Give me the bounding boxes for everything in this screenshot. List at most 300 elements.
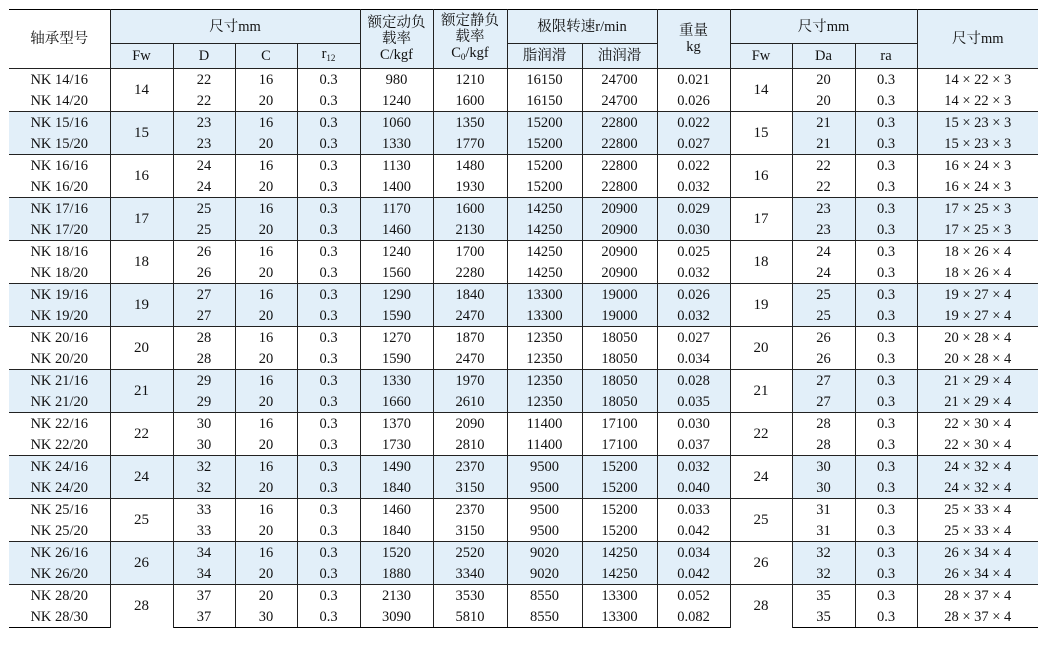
cell-size: 17 × 25 × 3 <box>917 198 1038 220</box>
cell-c: 16 <box>235 284 297 306</box>
cell-stat: 1930 <box>433 176 507 198</box>
cell-grease: 9500 <box>507 477 582 499</box>
cell-ra: 0.3 <box>855 606 917 628</box>
cell-grease: 9500 <box>507 520 582 542</box>
cell-grease: 8550 <box>507 585 582 607</box>
cell-d: 27 <box>173 305 235 327</box>
cell-grease: 11400 <box>507 434 582 456</box>
cell-d: 25 <box>173 219 235 241</box>
cell-d: 24 <box>173 176 235 198</box>
cell-model: NK 19/16 <box>9 284 110 306</box>
cell-d: 37 <box>173 606 235 628</box>
header-dynamic-load-line1: 额定动负 <box>367 15 426 31</box>
cell-dyn: 1460 <box>360 219 433 241</box>
cell-stat: 1480 <box>433 155 507 177</box>
cell-stat: 3150 <box>433 520 507 542</box>
cell-fw: 14 <box>110 69 173 112</box>
table-row <box>9 112 1038 134</box>
cell-stat: 5810 <box>433 606 507 628</box>
cell-c: 16 <box>235 542 297 564</box>
cell-oil: 18050 <box>582 327 657 349</box>
cell-dyn: 1520 <box>360 542 433 564</box>
table-row <box>9 456 1038 478</box>
cell-ra: 0.3 <box>855 370 917 392</box>
cell-fw: 15 <box>110 112 173 155</box>
cell-weight: 0.037 <box>657 434 730 456</box>
table-row <box>9 69 1038 91</box>
cell-c: 20 <box>235 262 297 284</box>
cell-stat: 1600 <box>433 198 507 220</box>
cell-da: 25 <box>792 305 855 327</box>
cell-c: 20 <box>235 520 297 542</box>
header-dynamic-load <box>360 10 433 69</box>
cell-ra: 0.3 <box>855 241 917 263</box>
cell-d: 33 <box>173 499 235 521</box>
cell-oil: 19000 <box>582 305 657 327</box>
cell-c: 16 <box>235 413 297 435</box>
cell-dyn: 980 <box>360 69 433 91</box>
cell-r: 0.3 <box>297 542 360 564</box>
cell-grease: 9020 <box>507 542 582 564</box>
cell-weight: 0.029 <box>657 198 730 220</box>
header-weight-line1: 重量 <box>679 23 708 39</box>
cell-dyn: 1590 <box>360 305 433 327</box>
cell-c: 20 <box>235 90 297 112</box>
header-fw: Fw <box>110 44 173 69</box>
cell-da: 27 <box>792 370 855 392</box>
cell-da: 35 <box>792 585 855 607</box>
cell-model: NK 22/20 <box>9 434 110 456</box>
cell-grease: 15200 <box>507 133 582 155</box>
cell-c: 20 <box>235 176 297 198</box>
cell-r: 0.3 <box>297 606 360 628</box>
cell-c: 16 <box>235 456 297 478</box>
cell-ra: 0.3 <box>855 69 917 91</box>
cell-da: 28 <box>792 413 855 435</box>
cell-da: 20 <box>792 69 855 91</box>
cell-size: 15 × 23 × 3 <box>917 112 1038 134</box>
cell-d: 37 <box>173 585 235 607</box>
table-row <box>9 241 1038 263</box>
cell-da: 32 <box>792 542 855 564</box>
cell-stat: 2810 <box>433 434 507 456</box>
cell-grease: 15200 <box>507 155 582 177</box>
cell-grease: 12350 <box>507 327 582 349</box>
cell-stat: 1840 <box>433 284 507 306</box>
header-speed: 极限转速r/min <box>507 10 657 44</box>
cell-r: 0.3 <box>297 520 360 542</box>
cell-size: 25 × 33 × 4 <box>917 520 1038 542</box>
cell-r: 0.3 <box>297 413 360 435</box>
cell-d: 34 <box>173 542 235 564</box>
cell-r: 0.3 <box>297 155 360 177</box>
cell-oil: 14250 <box>582 563 657 585</box>
cell-r: 0.3 <box>297 133 360 155</box>
cell-c: 20 <box>235 305 297 327</box>
cell-ra: 0.3 <box>855 585 917 607</box>
header-dims-mid: 尺寸mm <box>730 10 917 44</box>
cell-oil: 14250 <box>582 542 657 564</box>
cell-grease: 14250 <box>507 198 582 220</box>
cell-weight: 0.042 <box>657 520 730 542</box>
cell-model: NK 22/16 <box>9 413 110 435</box>
cell-weight: 0.030 <box>657 413 730 435</box>
cell-r: 0.3 <box>297 198 360 220</box>
cell-weight: 0.030 <box>657 219 730 241</box>
header-static-unit: /kgf <box>465 45 489 61</box>
cell-size: 20 × 28 × 4 <box>917 327 1038 349</box>
cell-stat: 1970 <box>433 370 507 392</box>
cell-r: 0.3 <box>297 241 360 263</box>
cell-d: 26 <box>173 262 235 284</box>
cell-c: 20 <box>235 477 297 499</box>
cell-size: 18 × 26 × 4 <box>917 241 1038 263</box>
header-dims-right: 尺寸mm <box>917 10 1038 69</box>
cell-stat: 1600 <box>433 90 507 112</box>
cell-grease: 9500 <box>507 456 582 478</box>
cell-size: 28 × 37 × 4 <box>917 585 1038 607</box>
cell-dyn: 1460 <box>360 499 433 521</box>
cell-ra: 0.3 <box>855 90 917 112</box>
cell-grease: 8550 <box>507 606 582 628</box>
header-dims-left: 尺寸mm <box>110 10 360 44</box>
header-row-2 <box>9 44 1038 69</box>
cell-da: 21 <box>792 112 855 134</box>
cell-grease: 13300 <box>507 305 582 327</box>
cell-oil: 17100 <box>582 434 657 456</box>
cell-ra: 0.3 <box>855 520 917 542</box>
cell-size: 22 × 30 × 4 <box>917 434 1038 456</box>
cell-grease: 16150 <box>507 69 582 91</box>
cell-ra: 0.3 <box>855 542 917 564</box>
cell-r: 0.3 <box>297 262 360 284</box>
cell-da: 31 <box>792 499 855 521</box>
cell-stat: 3340 <box>433 563 507 585</box>
header-row-1 <box>9 10 1038 44</box>
cell-r: 0.3 <box>297 563 360 585</box>
cell-dyn: 1270 <box>360 327 433 349</box>
cell-oil: 13300 <box>582 585 657 607</box>
cell-r: 0.3 <box>297 327 360 349</box>
table-row <box>9 542 1038 564</box>
cell-oil: 19000 <box>582 284 657 306</box>
cell-dyn: 1330 <box>360 370 433 392</box>
cell-da: 22 <box>792 155 855 177</box>
cell-r: 0.3 <box>297 69 360 91</box>
cell-c: 20 <box>235 434 297 456</box>
cell-ra: 0.3 <box>855 327 917 349</box>
cell-fw: 18 <box>110 241 173 284</box>
cell-d: 22 <box>173 90 235 112</box>
cell-model: NK 25/20 <box>9 520 110 542</box>
cell-r: 0.3 <box>297 112 360 134</box>
cell-fw2: 28 <box>730 585 792 628</box>
cell-da: 35 <box>792 606 855 628</box>
cell-oil: 20900 <box>582 219 657 241</box>
header-static-load-line1: 额定静负 <box>441 13 499 29</box>
cell-r: 0.3 <box>297 456 360 478</box>
cell-r: 0.3 <box>297 284 360 306</box>
cell-size: 15 × 23 × 3 <box>917 133 1038 155</box>
cell-da: 26 <box>792 348 855 370</box>
cell-model: NK 24/20 <box>9 477 110 499</box>
cell-dyn: 1840 <box>360 477 433 499</box>
cell-da: 20 <box>792 90 855 112</box>
cell-size: 21 × 29 × 4 <box>917 391 1038 413</box>
cell-oil: 15200 <box>582 520 657 542</box>
cell-grease: 14250 <box>507 219 582 241</box>
cell-dyn: 1130 <box>360 155 433 177</box>
cell-da: 24 <box>792 241 855 263</box>
cell-fw: 17 <box>110 198 173 241</box>
cell-d: 30 <box>173 434 235 456</box>
cell-dyn: 1560 <box>360 262 433 284</box>
cell-weight: 0.032 <box>657 456 730 478</box>
cell-weight: 0.032 <box>657 176 730 198</box>
table-row <box>9 327 1038 349</box>
cell-d: 34 <box>173 563 235 585</box>
header-da: Da <box>792 44 855 69</box>
cell-model: NK 21/16 <box>9 370 110 392</box>
cell-weight: 0.042 <box>657 563 730 585</box>
header-r <box>297 44 360 69</box>
cell-fw: 22 <box>110 413 173 456</box>
cell-model: NK 17/16 <box>9 198 110 220</box>
cell-grease: 11400 <box>507 413 582 435</box>
cell-ra: 0.3 <box>855 284 917 306</box>
cell-size: 14 × 22 × 3 <box>917 90 1038 112</box>
bearing-spec-table-container <box>9 9 1038 628</box>
cell-ra: 0.3 <box>855 348 917 370</box>
cell-fw2: 14 <box>730 69 792 112</box>
cell-fw: 24 <box>110 456 173 499</box>
cell-oil: 20900 <box>582 262 657 284</box>
cell-ra: 0.3 <box>855 391 917 413</box>
cell-model: NK 20/16 <box>9 327 110 349</box>
cell-da: 32 <box>792 563 855 585</box>
cell-dyn: 1370 <box>360 413 433 435</box>
cell-d: 30 <box>173 413 235 435</box>
cell-fw2: 20 <box>730 327 792 370</box>
cell-stat: 3530 <box>433 585 507 607</box>
header-r-letter: r <box>321 46 327 62</box>
cell-size: 22 × 30 × 4 <box>917 413 1038 435</box>
header-static-load <box>433 10 507 69</box>
cell-c: 16 <box>235 370 297 392</box>
cell-r: 0.3 <box>297 391 360 413</box>
cell-grease: 15200 <box>507 112 582 134</box>
cell-stat: 1700 <box>433 241 507 263</box>
cell-size: 14 × 22 × 3 <box>917 69 1038 91</box>
cell-oil: 22800 <box>582 176 657 198</box>
cell-c: 16 <box>235 241 297 263</box>
cell-ra: 0.3 <box>855 434 917 456</box>
cell-c: 16 <box>235 499 297 521</box>
cell-da: 27 <box>792 391 855 413</box>
cell-model: NK 26/16 <box>9 542 110 564</box>
cell-size: 17 × 25 × 3 <box>917 219 1038 241</box>
cell-r: 0.3 <box>297 370 360 392</box>
cell-model: NK 26/20 <box>9 563 110 585</box>
cell-fw: 26 <box>110 542 173 585</box>
cell-model: NK 25/16 <box>9 499 110 521</box>
cell-weight: 0.026 <box>657 284 730 306</box>
cell-model: NK 16/16 <box>9 155 110 177</box>
cell-r: 0.3 <box>297 477 360 499</box>
cell-ra: 0.3 <box>855 477 917 499</box>
cell-fw2: 18 <box>730 241 792 284</box>
cell-c: 30 <box>235 606 297 628</box>
cell-ra: 0.3 <box>855 198 917 220</box>
cell-size: 24 × 32 × 4 <box>917 477 1038 499</box>
cell-size: 16 × 24 × 3 <box>917 155 1038 177</box>
cell-c: 20 <box>235 563 297 585</box>
cell-oil: 13300 <box>582 606 657 628</box>
cell-ra: 0.3 <box>855 133 917 155</box>
cell-r: 0.3 <box>297 305 360 327</box>
cell-weight: 0.027 <box>657 133 730 155</box>
cell-ra: 0.3 <box>855 563 917 585</box>
cell-d: 32 <box>173 456 235 478</box>
cell-d: 26 <box>173 241 235 263</box>
cell-d: 28 <box>173 327 235 349</box>
cell-oil: 15200 <box>582 456 657 478</box>
cell-size: 21 × 29 × 4 <box>917 370 1038 392</box>
cell-fw2: 24 <box>730 456 792 499</box>
cell-model: NK 24/16 <box>9 456 110 478</box>
cell-dyn: 1590 <box>360 348 433 370</box>
cell-da: 26 <box>792 327 855 349</box>
header-oil: 油润滑 <box>582 44 657 69</box>
cell-stat: 2470 <box>433 348 507 370</box>
cell-ra: 0.3 <box>855 112 917 134</box>
cell-weight: 0.052 <box>657 585 730 607</box>
header-weight <box>657 10 730 69</box>
cell-model: NK 15/16 <box>9 112 110 134</box>
cell-d: 23 <box>173 112 235 134</box>
cell-r: 0.3 <box>297 434 360 456</box>
cell-da: 30 <box>792 477 855 499</box>
cell-d: 29 <box>173 391 235 413</box>
cell-dyn: 1660 <box>360 391 433 413</box>
cell-model: NK 16/20 <box>9 176 110 198</box>
cell-weight: 0.034 <box>657 348 730 370</box>
cell-da: 22 <box>792 176 855 198</box>
cell-grease: 12350 <box>507 348 582 370</box>
cell-model: NK 18/16 <box>9 241 110 263</box>
cell-ra: 0.3 <box>855 219 917 241</box>
cell-stat: 2090 <box>433 413 507 435</box>
cell-ra: 0.3 <box>855 176 917 198</box>
cell-da: 23 <box>792 219 855 241</box>
cell-ra: 0.3 <box>855 262 917 284</box>
cell-weight: 0.035 <box>657 391 730 413</box>
table-row <box>9 585 1038 607</box>
cell-model: NK 18/20 <box>9 262 110 284</box>
header-static-c: C <box>451 45 461 61</box>
cell-d: 28 <box>173 348 235 370</box>
cell-fw2: 16 <box>730 155 792 198</box>
cell-c: 16 <box>235 198 297 220</box>
cell-d: 25 <box>173 198 235 220</box>
header-r-sub: 12 <box>326 53 336 63</box>
cell-model: NK 21/20 <box>9 391 110 413</box>
cell-weight: 0.025 <box>657 241 730 263</box>
cell-oil: 18050 <box>582 391 657 413</box>
cell-dyn: 1730 <box>360 434 433 456</box>
cell-weight: 0.021 <box>657 69 730 91</box>
cell-stat: 2610 <box>433 391 507 413</box>
cell-oil: 22800 <box>582 133 657 155</box>
cell-model: NK 28/20 <box>9 585 110 607</box>
cell-oil: 18050 <box>582 348 657 370</box>
cell-fw2: 25 <box>730 499 792 542</box>
cell-stat: 2470 <box>433 305 507 327</box>
cell-grease: 15200 <box>507 176 582 198</box>
cell-r: 0.3 <box>297 499 360 521</box>
cell-r: 0.3 <box>297 585 360 607</box>
cell-c: 16 <box>235 327 297 349</box>
bearing-spec-table <box>9 9 1038 628</box>
cell-grease: 12350 <box>507 370 582 392</box>
cell-fw: 20 <box>110 327 173 370</box>
cell-size: 19 × 27 × 4 <box>917 284 1038 306</box>
table-row <box>9 499 1038 521</box>
cell-model: NK 28/30 <box>9 606 110 628</box>
cell-ra: 0.3 <box>855 413 917 435</box>
cell-size: 26 × 34 × 4 <box>917 563 1038 585</box>
cell-ra: 0.3 <box>855 155 917 177</box>
cell-da: 28 <box>792 434 855 456</box>
header-model: 轴承型号 <box>9 10 110 69</box>
cell-d: 23 <box>173 133 235 155</box>
cell-weight: 0.022 <box>657 112 730 134</box>
cell-grease: 14250 <box>507 241 582 263</box>
cell-dyn: 1400 <box>360 176 433 198</box>
header-weight-line2: kg <box>686 39 701 55</box>
table-row <box>9 198 1038 220</box>
cell-model: NK 19/20 <box>9 305 110 327</box>
cell-grease: 13300 <box>507 284 582 306</box>
table-row <box>9 370 1038 392</box>
cell-c: 20 <box>235 391 297 413</box>
cell-c: 20 <box>235 585 297 607</box>
header-dynamic-load-line3: C/kgf <box>379 47 414 63</box>
cell-dyn: 1240 <box>360 90 433 112</box>
cell-stat: 1350 <box>433 112 507 134</box>
cell-c: 20 <box>235 133 297 155</box>
cell-r: 0.3 <box>297 90 360 112</box>
cell-r: 0.3 <box>297 348 360 370</box>
header-static-load-line3 <box>434 45 507 65</box>
header-ra: ra <box>855 44 917 69</box>
cell-stat: 1210 <box>433 69 507 91</box>
cell-fw2: 22 <box>730 413 792 456</box>
cell-ra: 0.3 <box>855 305 917 327</box>
cell-fw: 19 <box>110 284 173 327</box>
cell-dyn: 1060 <box>360 112 433 134</box>
table-row <box>9 155 1038 177</box>
cell-c: 20 <box>235 219 297 241</box>
header-fw2: Fw <box>730 44 792 69</box>
cell-stat: 1770 <box>433 133 507 155</box>
cell-dyn: 1840 <box>360 520 433 542</box>
cell-fw: 21 <box>110 370 173 413</box>
cell-size: 28 × 37 × 4 <box>917 606 1038 628</box>
cell-size: 20 × 28 × 4 <box>917 348 1038 370</box>
cell-d: 22 <box>173 69 235 91</box>
cell-dyn: 3090 <box>360 606 433 628</box>
